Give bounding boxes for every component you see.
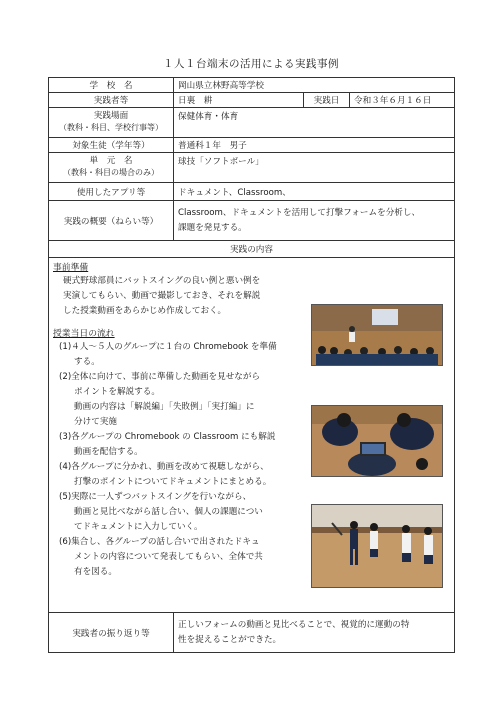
content-line: (2)全体に向けて、事前に準備した動画を見せながら [59,372,261,382]
unit-value: 球技「ソフトボール」 [174,153,455,183]
content-line: (3)各グループの Chromebook の Classroom にも解説 [59,432,276,442]
content-line: (5)実際に一人ずつバットスイングを行いながら、 [59,492,252,502]
content-line: メントの内容について発表してもらい、全体で共 [74,552,263,562]
content-line: てドキュメントに入力していく。 [74,522,203,532]
unit-sublabel: （教科・科目の場合のみ） [63,167,159,177]
content-line: 分けて実施 [74,417,117,427]
scene-label: 実践場面 [93,111,129,122]
school-label: 学 校 名 [49,78,174,93]
content-line: 打撃のポイントについてドキュメントにまとめる。 [74,477,272,487]
scene-sublabel: （教科・科目、学校行事等） [59,122,163,132]
students-chromebook-photo [311,405,443,477]
content-line: した授業動画をあらかじめ作成しておく。 [63,306,227,316]
apps-value: ドキュメント、Classroom、 [174,183,455,201]
batting-practice-photo [311,504,443,588]
content-line: 有を図る。 [74,567,117,577]
prep-heading: 事前準備 [53,263,89,273]
practitioner-value: 日裏 耕 [174,93,304,108]
scene-value: 保健体育・体育 [174,108,455,138]
reflection-cell [174,613,455,653]
prep-list [63,274,313,319]
content-line: 動画の内容は「解説編」「失敗例」「実打編」に [74,402,255,412]
reflection-line-1: 正しいフォームの動画と見比べることで、視覚的に運動の特 [178,619,410,630]
content-line: 動画を配信する。 [74,447,143,457]
unit-label-cell [49,153,174,183]
scene-label-cell [49,108,174,138]
practitioner-label: 実践者等 [49,93,174,108]
content-line: 動画と見比べながら話し合い、個人の課題につい [74,507,263,517]
overview-line-2: 課題を発見する。 [178,222,247,233]
content-line: 硬式野球部員にバットスイングの良い例と悪い例を [63,276,261,286]
target-label: 対象生徒（学年等） [49,138,174,153]
content-line: (4)各グループに分かれ、動画を改めて視聴しながら、 [59,462,269,472]
reflection-label: 実践者の振り返り等 [49,613,174,653]
content-line: ポイントを解説する。 [74,387,160,397]
flow-heading: 授業当日の流れ [53,329,115,339]
target-value: 普通科１年 男子 [174,138,455,153]
flow-list [59,340,321,580]
content-line: (1)４人～５人のグループに１台の Chromebook を準備 [59,342,277,352]
content-cell [49,258,455,613]
unit-label: 単 元 名 [89,156,133,167]
overview-label: 実践の概要（ねらい等） [49,201,174,241]
apps-label: 使用したアプリ等 [49,183,174,201]
content-line: 実演してもらい、動画で撮影しておき、それを解説 [63,291,261,301]
reflection-line-2: 性を捉えることができた。 [178,634,282,645]
gym-lecture-photo [311,304,443,366]
page-title: １人１台端末の活用による実践事例 [163,58,339,70]
date-value: 令和３年６月１６日 [350,93,455,108]
content-line: (6)集合し、各グループの話し合いで出されたドキュ [59,537,260,547]
content-header: 実践の内容 [49,241,455,258]
content-line: する。 [74,357,100,367]
overview-cell [174,201,455,241]
practice-table [48,77,455,653]
overview-line-1: Classroom、ドキュメントを活用して打撃フォームを分析し、 [178,207,421,218]
date-label: 実践日 [304,93,350,108]
school-value: 岡山県立林野高等学校 [174,78,455,93]
